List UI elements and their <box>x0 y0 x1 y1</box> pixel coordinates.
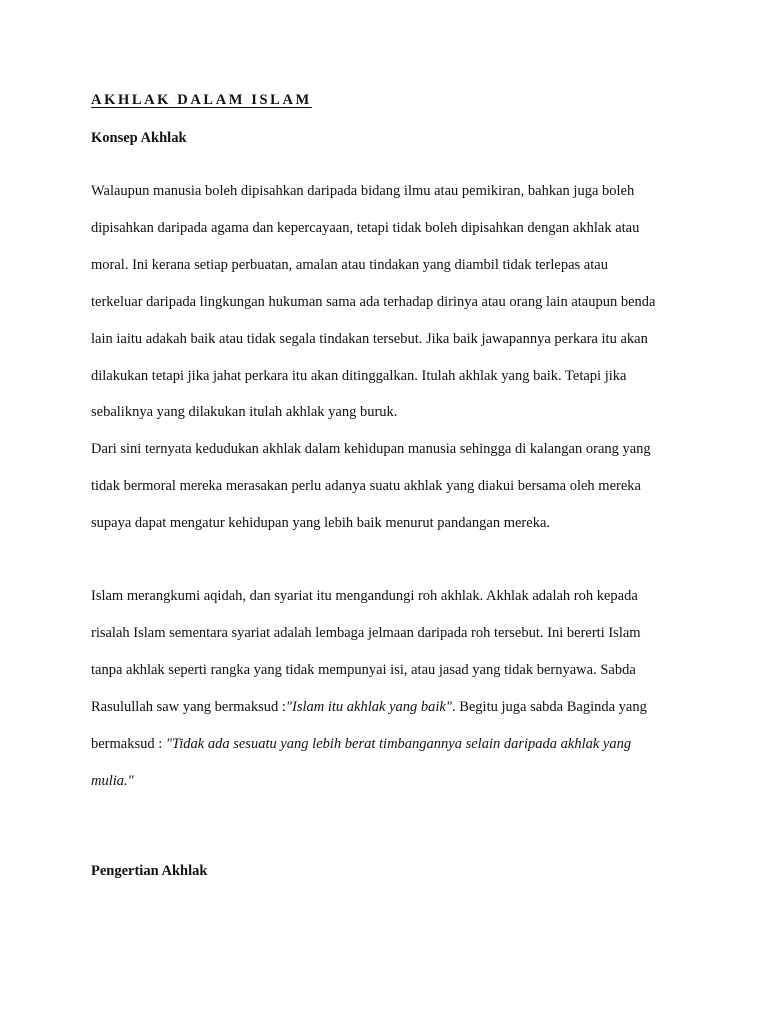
paragraph-text: Rasulullah saw yang bermaksud : <box>91 698 286 715</box>
paragraph-line: risalah Islam sementara syariat adalah lembaga jelmaan daripada roh tersebut. Ini bererti Islam <box>91 624 641 641</box>
paragraph-line: lain iaitu adakah baik atau tidak segala tindakan tersebut. Jika baik jawapannya perkara itu akan <box>91 330 648 347</box>
paragraph-text: bermaksud : <box>91 735 166 752</box>
section-heading-konsep-akhlak: Konsep Akhlak <box>91 130 187 146</box>
paragraph-line: Walaupun manusia boleh dipisahkan daripada bidang ilmu atau pemikiran, bahkan juga boleh <box>91 183 635 199</box>
paragraph-line: terkeluar daripada lingkungan hukuman sama ada terhadap dirinya atau orang lain ataupun benda <box>91 293 656 310</box>
paragraph-line: Islam merangkumi aqidah, dan syariat itu mengandungi roh akhlak. Akhlak adalah roh kepada <box>91 588 638 604</box>
paragraph-line: supaya dapat mengatur kehidupan yang lebih baik menurut pandangan mereka. <box>91 514 551 531</box>
hadith-quote-continuation: mulia." <box>91 772 134 789</box>
paragraph-line <box>91 726 691 763</box>
paragraph-text: . Begitu juga sabda Baginda yang <box>451 698 647 715</box>
paragraph-line: moral. Ini kerana setiap perbuatan, amalan atau tindakan yang diambil tidak terlepas atau <box>91 256 608 273</box>
paragraph-line: Dari sini ternyata kedudukan akhlak dalam kehidupan manusia sehingga di kalangan orang yang <box>91 441 651 457</box>
paragraph-1 <box>91 173 691 431</box>
paragraph-line: sebaliknya yang dilakukan itulah akhlak yang buruk. <box>91 404 398 421</box>
paragraph-line: tidak bermoral mereka merasakan perlu adanya suatu akhlak yang diakui bersama oleh mereka <box>91 477 641 494</box>
hadith-quote: "Tidak ada sesuatu yang lebih berat timbangannya selain daripada akhlak yang <box>165 735 632 752</box>
document-title: AKHLAK DALAM ISLAM <box>91 92 312 108</box>
paragraph-2 <box>91 431 691 542</box>
paragraph-line: tanpa akhlak seperti rangka yang tidak mempunyai isi, atau jasad yang tidak bernyawa. Sabda <box>91 661 636 678</box>
section-heading-pengertian-akhlak: Pengertian Akhlak <box>91 863 208 879</box>
hadith-quote: "Islam itu akhlak yang baik" <box>285 698 452 715</box>
paragraph-line: dilakukan tetapi jika jahat perkara itu akan ditinggalkan. Itulah akhlak yang baik. Tetapi jika <box>91 367 627 384</box>
paragraph-line <box>91 689 691 726</box>
paragraph-line: dipisahkan daripada agama dan kepercayaan, tetapi tidak boleh dipisahkan dengan akhlak atau <box>91 219 640 236</box>
paragraph-3 <box>91 578 691 799</box>
